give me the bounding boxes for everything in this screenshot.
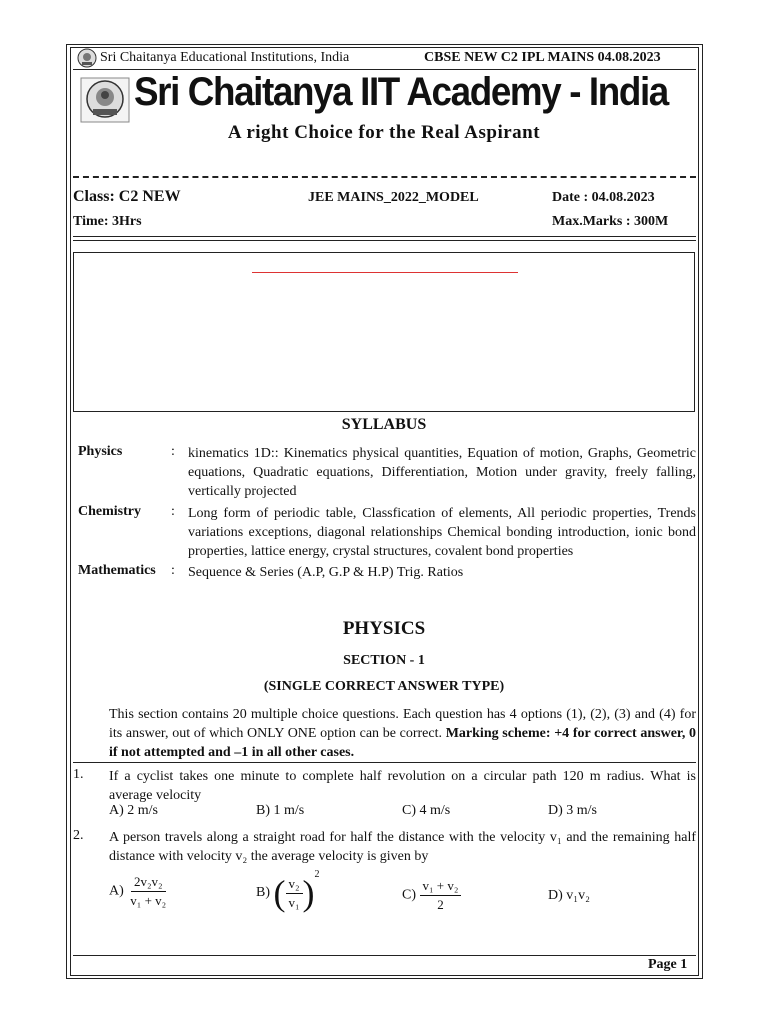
question-number: 2. <box>73 828 84 843</box>
exam-code: CBSE NEW C2 IPL MAINS 04.08.2023 <box>424 50 661 65</box>
option-d[interactable] <box>548 888 590 904</box>
fraction <box>286 876 303 911</box>
syllabus-text-chemistry: Long form of periodic table, Classfication of elements, All periodic properties, Trends variations exceptions, diagonal relationships Chemical bonding introduction, ionic bond properties, lattice energy, crystal structures, covalent bond properties <box>188 506 696 559</box>
syllabus-subject-physics: Physics <box>78 444 123 459</box>
tagline: A right Choice for the Real Aspirant <box>227 122 541 143</box>
option-a[interactable]: A) 2 m/s <box>109 803 158 818</box>
option-label: D) <box>548 888 563 903</box>
fraction <box>127 874 169 909</box>
section-heading: SECTION - 1 <box>343 653 425 668</box>
question-text: If a cyclist takes one minute to complete half revolution on a circular path 120 m radius. What is average velocity <box>109 769 696 803</box>
section-rule <box>73 762 696 763</box>
option-b[interactable] <box>256 868 320 914</box>
question-text: A person travels along a straight road for half the distance with the velocity v₁ and the remaining half distance with velocity v₂ the average velocity is given by <box>109 830 696 864</box>
paren-left: ( <box>273 873 286 913</box>
section-instructions: This section contains 20 multiple choice questions. Each question has 4 options (1), (2), (3) and (4) for its answer, out of which ONLY ONE option can be correct. Marking scheme: +4 for correct answer, 0 if not attempted and –1 in all other cases. <box>109 707 697 760</box>
max-marks: Max.Marks : 300M <box>552 214 669 229</box>
syllabus-colon: : <box>171 444 175 459</box>
double-rule-bottom <box>73 240 696 241</box>
exponent: 2 <box>314 868 320 880</box>
time-label: Time: 3Hrs <box>73 214 142 229</box>
fraction <box>420 878 462 913</box>
exam-date: Date : 04.08.2023 <box>552 190 655 205</box>
paren-right: ) <box>302 873 315 913</box>
double-rule-top <box>73 236 696 237</box>
institution-logo-small <box>77 48 97 68</box>
footer-rule <box>73 955 696 956</box>
syllabus-subject-chemistry: Chemistry <box>78 504 141 519</box>
class-label: Class: C2 NEW <box>73 188 181 205</box>
syllabus-title: SYLLABUS <box>341 416 427 433</box>
option-d[interactable]: D) 3 m/s <box>548 803 597 818</box>
syllabus-colon: : <box>171 563 175 578</box>
option-label: B) <box>256 885 270 901</box>
institution-logo <box>80 77 130 123</box>
option-value: v₁v₂ <box>566 888 591 903</box>
exam-model: JEE MAINS_2022_MODEL <box>308 190 479 205</box>
syllabus-text-mathematics: Sequence & Series (A.P, G.P & H.P) Trig. Ratios <box>188 565 464 580</box>
question-number: 1. <box>73 767 84 782</box>
option-label: A) <box>109 883 124 899</box>
red-line <box>252 272 518 273</box>
blank-box <box>73 252 695 412</box>
option-a[interactable] <box>109 874 169 909</box>
page-number: Page 1 <box>648 957 688 972</box>
option-c[interactable]: C) 4 m/s <box>402 803 451 818</box>
marking-scheme: Marking scheme: +4 for correct answer, 0 if not attempted and –1 in all other cases. <box>109 726 697 760</box>
denominator: 2 <box>437 897 444 912</box>
numerator: v₁ + v₂ <box>420 878 462 896</box>
syllabus-subject-mathematics: Mathematics <box>78 563 156 578</box>
denominator: v₁ + v₂ <box>130 893 167 908</box>
option-c[interactable] <box>402 878 461 913</box>
section-type: (SINGLE CORRECT ANSWER TYPE) <box>263 679 505 694</box>
option-b[interactable]: B) 1 m/s <box>256 803 305 818</box>
syllabus-colon: : <box>171 504 175 519</box>
numerator: 2v₂v₂ <box>131 874 166 892</box>
dashed-separator <box>73 176 696 178</box>
numerator: v₂ <box>286 876 303 894</box>
syllabus-text-physics: kinematics 1D:: Kinematics physical quantities, Equation of motion, Graphs, Geometric equations, Quadratic equations, Differentiation, Motion under gravity, freely falling, vertically projected <box>188 446 696 499</box>
brand-title: Sri Chaitanya IIT Academy - India <box>134 70 668 114</box>
denominator: v₁ <box>288 894 300 910</box>
institution-name: Sri Chaitanya Educational Institutions, India <box>100 50 350 65</box>
option-label: C) <box>402 887 416 903</box>
subject-heading: PHYSICS <box>342 618 426 639</box>
